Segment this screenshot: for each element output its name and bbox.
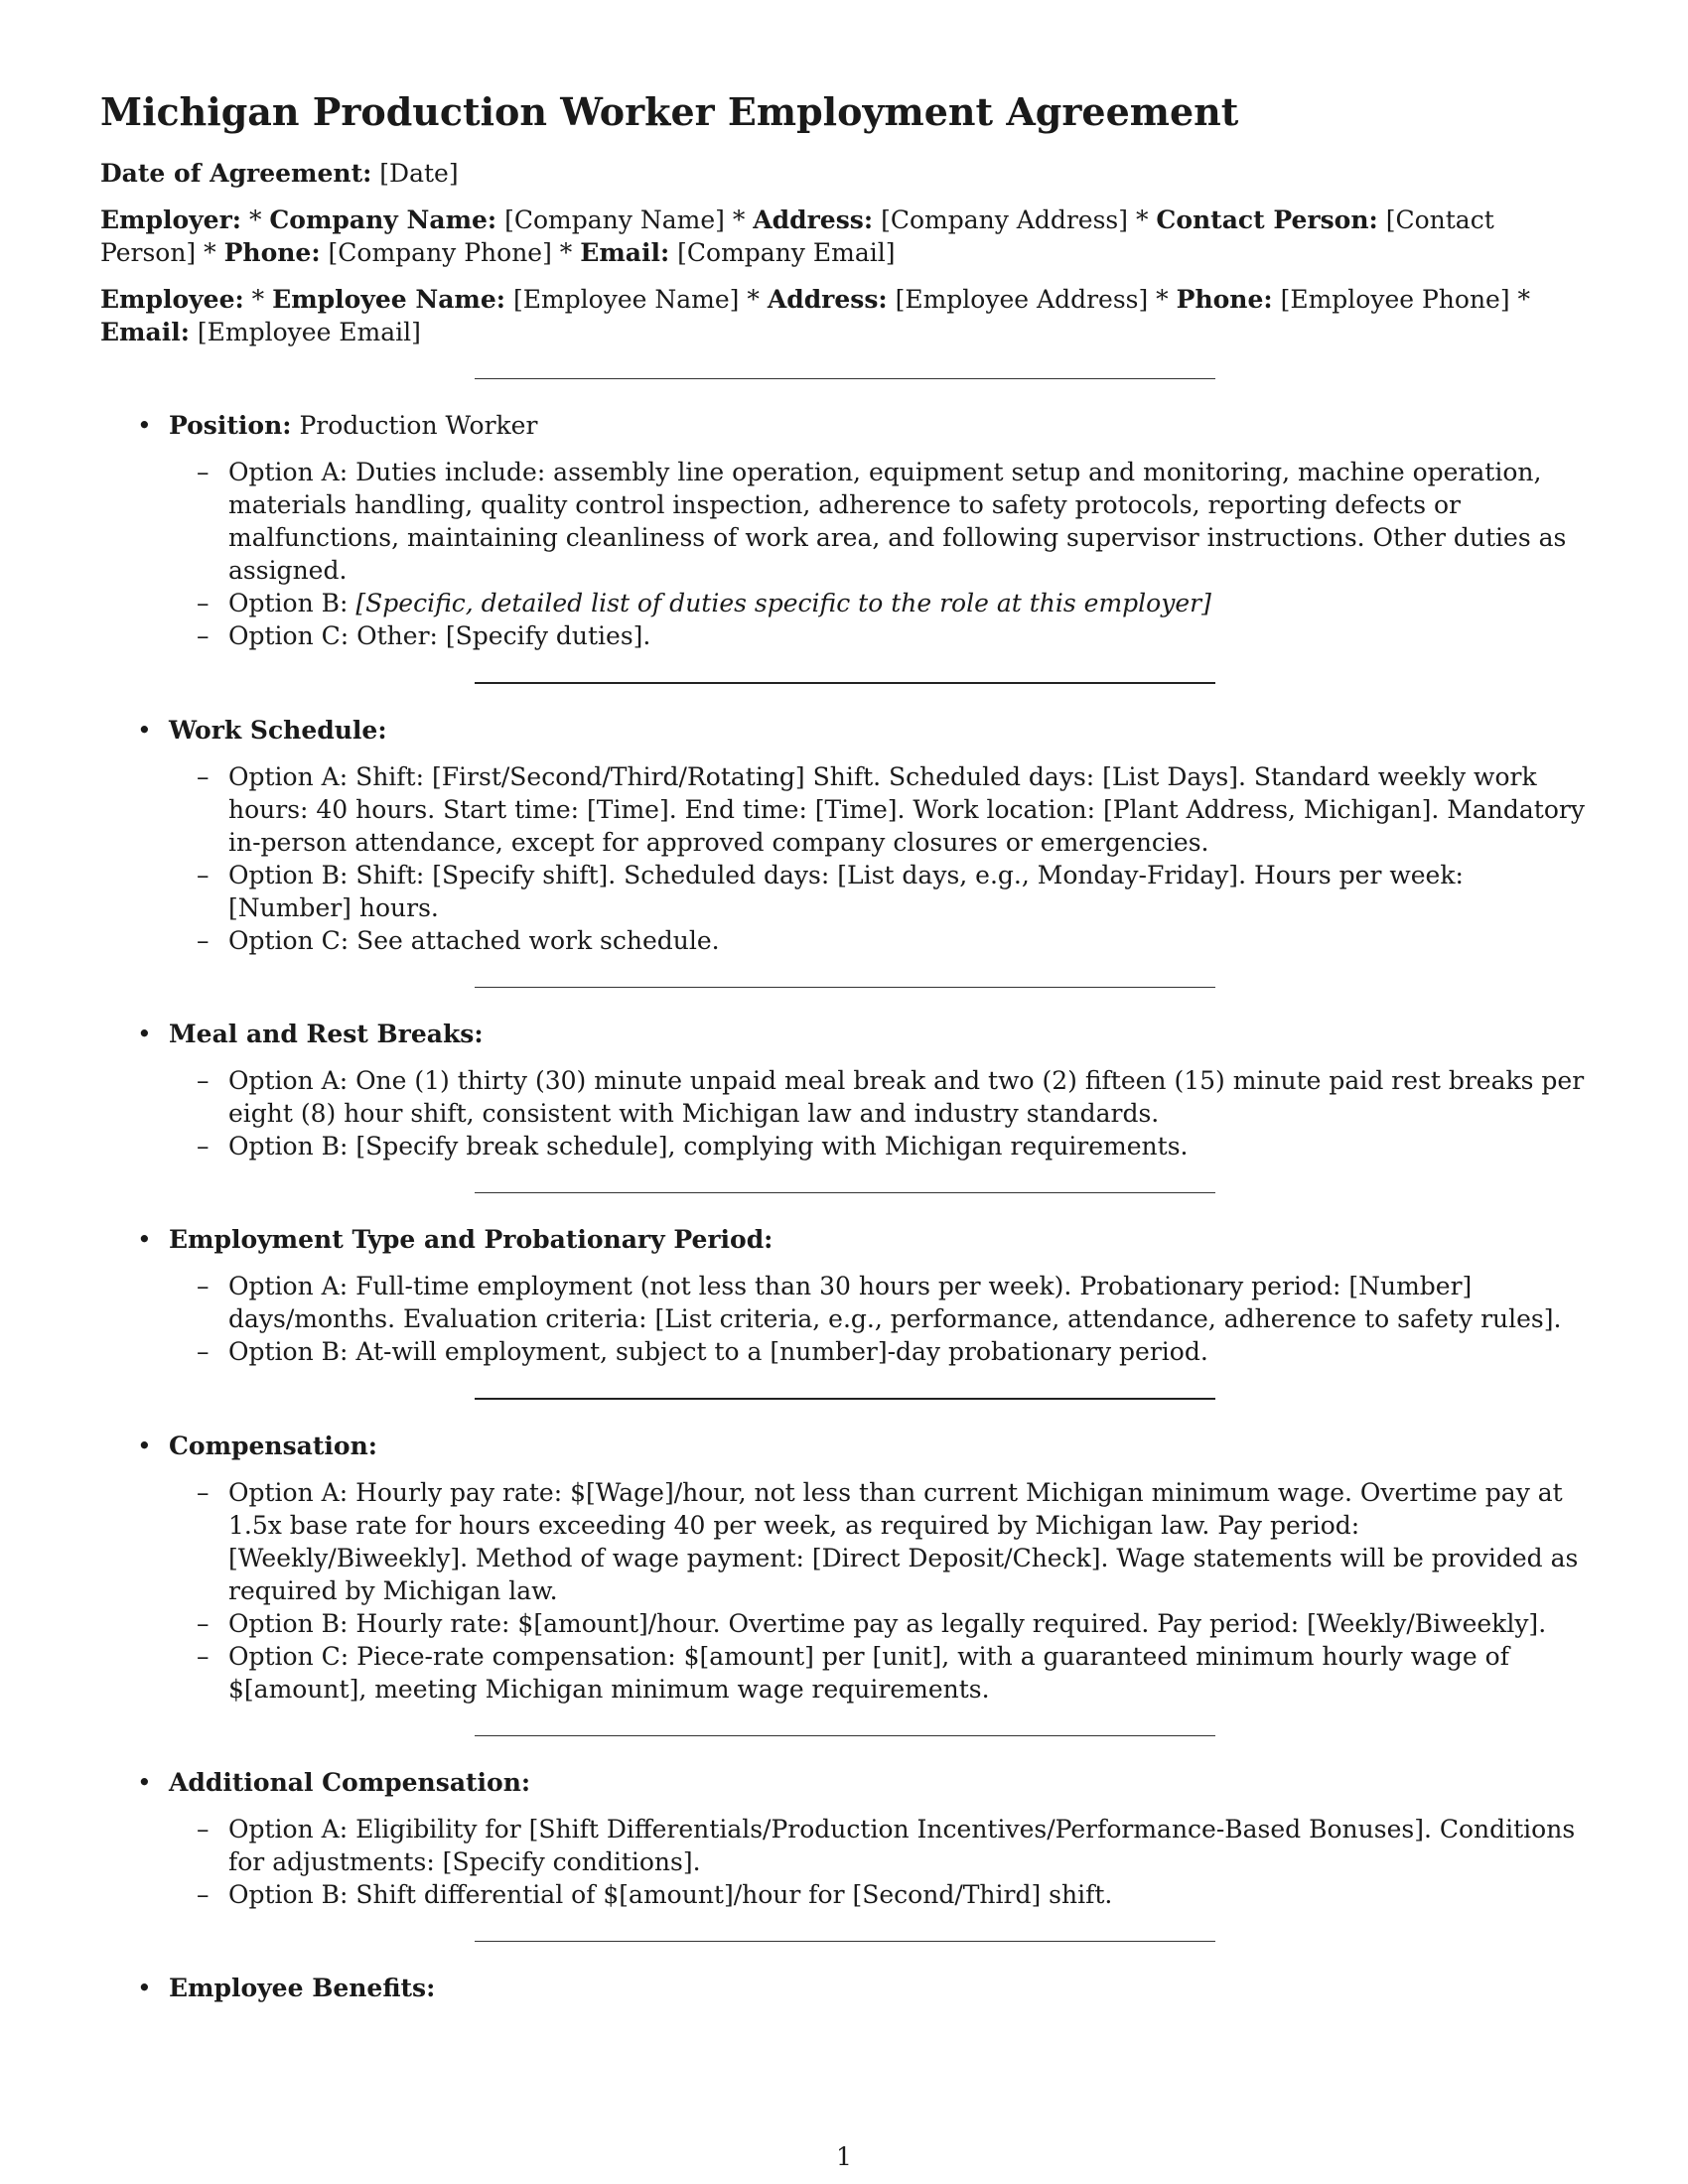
employee-label: Employee: xyxy=(100,285,244,314)
section-divider xyxy=(475,987,1215,988)
employee-phone-value: [Employee Phone] xyxy=(1280,285,1510,314)
section-label: Meal and Rest Breaks: xyxy=(169,1020,484,1048)
company-email-label: Email: xyxy=(580,238,670,267)
employee-email-label: Email: xyxy=(100,318,190,346)
dash-icon: – xyxy=(197,1880,210,1909)
option-text: Option B: At-will employment, subject to a [number]-day probationary period. xyxy=(228,1337,1208,1366)
date-line xyxy=(100,157,1590,190)
option-item xyxy=(169,1064,1590,1130)
section-breaks xyxy=(100,1018,1590,1162)
section-employment-type xyxy=(100,1223,1590,1368)
section-label: Employee Benefits: xyxy=(169,1974,436,2002)
option-item xyxy=(169,1640,1590,1706)
section-label: Position: xyxy=(169,411,292,440)
employee-name-label: Employee Name: xyxy=(272,285,505,314)
option-item xyxy=(169,1476,1590,1607)
dash-icon: – xyxy=(197,861,210,889)
option-text: Option A: One (1) thirty (30) minute unpaid meal break and two (2) fifteen (15) minute paid rest breaks per eight (8) hour shift, consistent with Michigan law and industry standards. xyxy=(228,1066,1585,1128)
section-divider xyxy=(475,378,1215,379)
employee-phone-label: Phone: xyxy=(1176,285,1273,314)
section-position xyxy=(100,409,1590,652)
company-phone-value: [Company Phone] xyxy=(328,238,552,267)
section-additional-compensation xyxy=(100,1766,1590,1911)
bullet-icon: • xyxy=(137,1768,152,1797)
bullet-icon: • xyxy=(137,716,152,745)
bullet-icon: • xyxy=(137,1432,152,1460)
option-text: Option C: Other: [Specify duties]. xyxy=(228,621,651,650)
options-list xyxy=(169,1813,1590,1911)
dash-icon: – xyxy=(197,458,210,486)
option-item xyxy=(169,1335,1590,1368)
option-item xyxy=(169,456,1590,587)
option-text: Option A: Shift: [First/Second/Third/Rotating] Shift. Scheduled days: [List Days]. Standard weekly work hours: 40 hours. Start time: [Time]. End time: [Time]. Work location: [Plant Address, Michigan]. Mandatory in-person attendance, except for approved company closures or emergencies. xyxy=(228,762,1585,857)
option-item xyxy=(169,619,1590,652)
bullet-icon: • xyxy=(137,1020,152,1048)
option-item xyxy=(169,924,1590,957)
option-text: Option A: Eligibility for [Shift Differentials/Production Incentives/Performance-Based Bonuses]. Conditions for adjustments: [Specify conditions]. xyxy=(228,1815,1576,1876)
section-divider xyxy=(475,1398,1215,1400)
option-item xyxy=(169,1270,1590,1335)
option-item xyxy=(169,859,1590,924)
company-name-label: Company Name: xyxy=(269,205,497,234)
section-label: Work Schedule: xyxy=(169,716,387,745)
dash-icon: – xyxy=(197,762,210,791)
employee-address-value: [Employee Address] xyxy=(895,285,1149,314)
document-title: Michigan Production Worker Employment Agreement xyxy=(100,89,1239,134)
section-compensation xyxy=(100,1430,1590,1706)
option-text: Option C: Piece-rate compensation: $[amount] per [unit], with a guaranteed minimum hourly wage of $[amount], meeting Michigan minimum wage requirements. xyxy=(228,1642,1509,1704)
dash-icon: – xyxy=(197,1132,210,1160)
company-address-value: [Company Address] xyxy=(881,205,1129,234)
bullet-icon: • xyxy=(137,411,152,440)
section-divider xyxy=(475,1941,1215,1942)
dash-icon: – xyxy=(197,1478,210,1507)
section-label: Compensation: xyxy=(169,1432,377,1460)
company-name-value: [Company Name] xyxy=(504,205,725,234)
contact-person-label: Contact Person: xyxy=(1156,205,1378,234)
company-phone-label: Phone: xyxy=(223,238,321,267)
option-item xyxy=(169,1878,1590,1911)
section-label: Additional Compensation: xyxy=(169,1768,531,1797)
options-list xyxy=(169,1064,1590,1162)
company-email-value: [Company Email] xyxy=(677,238,896,267)
section-label: Employment Type and Probationary Period: xyxy=(169,1225,774,1254)
dash-icon: – xyxy=(197,589,210,617)
option-text: Option C: See attached work schedule. xyxy=(228,926,720,955)
section-divider xyxy=(475,1192,1215,1193)
option-text: Option B: [Specify break schedule], complying with Michigan requirements. xyxy=(228,1132,1189,1160)
option-text: Option A: Full-time employment (not less than 30 hours per week). Probationary period: [Number] days/months. Evaluation criteria: [List criteria, e.g., performance, attendance, adherence to safety rules]. xyxy=(228,1272,1562,1333)
option-text: Option B: Hourly rate: $[amount]/hour. Overtime pay as legally required. Pay period: [Weekly/Biweekly]. xyxy=(228,1609,1547,1638)
employer-block: Employer: * Company Name: [Company Name] * Address: [Company Address] * Contact Person: [Contact Person] * Phone: [Company Phone] * Email: [Company Email] xyxy=(100,205,1494,267)
employee-name-value: [Employee Name] xyxy=(512,285,740,314)
employer-label: Employer: xyxy=(100,205,241,234)
date-value: [Date] xyxy=(379,159,459,188)
dash-icon: – xyxy=(197,1272,210,1300)
employee-block: Employee: * Employee Name: [Employee Name] * Address: [Employee Address] * Phone: [Employee Phone] * Email: [Employee Email] xyxy=(100,285,1531,346)
sections-list xyxy=(100,409,1590,652)
options-list xyxy=(169,760,1590,957)
document-page xyxy=(100,87,1590,2018)
option-item xyxy=(169,1607,1590,1640)
bullet-icon: • xyxy=(137,1225,152,1254)
employee-email-value: [Employee Email] xyxy=(197,318,421,346)
option-item xyxy=(169,1813,1590,1878)
section-divider xyxy=(475,1735,1215,1736)
dash-icon: – xyxy=(197,621,210,650)
dash-icon: – xyxy=(197,1337,210,1366)
section-benefits xyxy=(100,1972,1590,2004)
dash-icon: – xyxy=(197,1609,210,1638)
option-item xyxy=(169,760,1590,859)
options-list xyxy=(169,1476,1590,1706)
bullet-icon: • xyxy=(137,1974,152,2002)
options-list xyxy=(169,1270,1590,1368)
option-italic-text: [Specific, detailed list of duties specific to the role at this employer] xyxy=(355,589,1211,617)
date-label: Date of Agreement: xyxy=(100,159,372,188)
dash-icon: – xyxy=(197,1815,210,1843)
dash-icon: – xyxy=(197,1066,210,1095)
option-text: Option A: Duties include: assembly line operation, equipment setup and monitoring, machine operation, materials handling, quality control inspection, adherence to safety protocols, reporting defects or malfunctions, maintaining cleanliness of work area, and following supervisor instructions. Other duties as assigned. xyxy=(228,458,1567,585)
page-number: 1 xyxy=(836,2142,852,2171)
company-address-label: Address: xyxy=(753,205,874,234)
dash-icon: – xyxy=(197,926,210,955)
option-text: Option B: Shift: [Specify shift]. Scheduled days: [List days, e.g., Monday-Friday]. Hours per week: [Number] hours. xyxy=(228,861,1464,922)
option-item xyxy=(169,1130,1590,1162)
section-divider xyxy=(475,682,1215,684)
position-value: Production Worker xyxy=(299,411,538,440)
option-text: Option B: xyxy=(228,589,356,617)
option-text: Option B: Shift differential of $[amount]/hour for [Second/Third] shift. xyxy=(228,1880,1113,1909)
employee-address-label: Address: xyxy=(767,285,888,314)
option-item xyxy=(169,587,1590,619)
contact-person-value: [Contact Person] xyxy=(100,205,1494,267)
dash-icon: – xyxy=(197,1642,210,1671)
option-text: Option A: Hourly pay rate: $[Wage]/hour, not less than current Michigan minimum wage. Overtime pay at 1.5x base rate for hours exceeding 40 per week, as required by Michigan law. Pay period: [Weekly/Biweekly]. Method of wage payment: [Direct Deposit/Check]. Wage statements will be provided as required by Michigan law. xyxy=(228,1478,1579,1605)
options-list xyxy=(169,456,1590,652)
section-work-schedule xyxy=(100,714,1590,957)
